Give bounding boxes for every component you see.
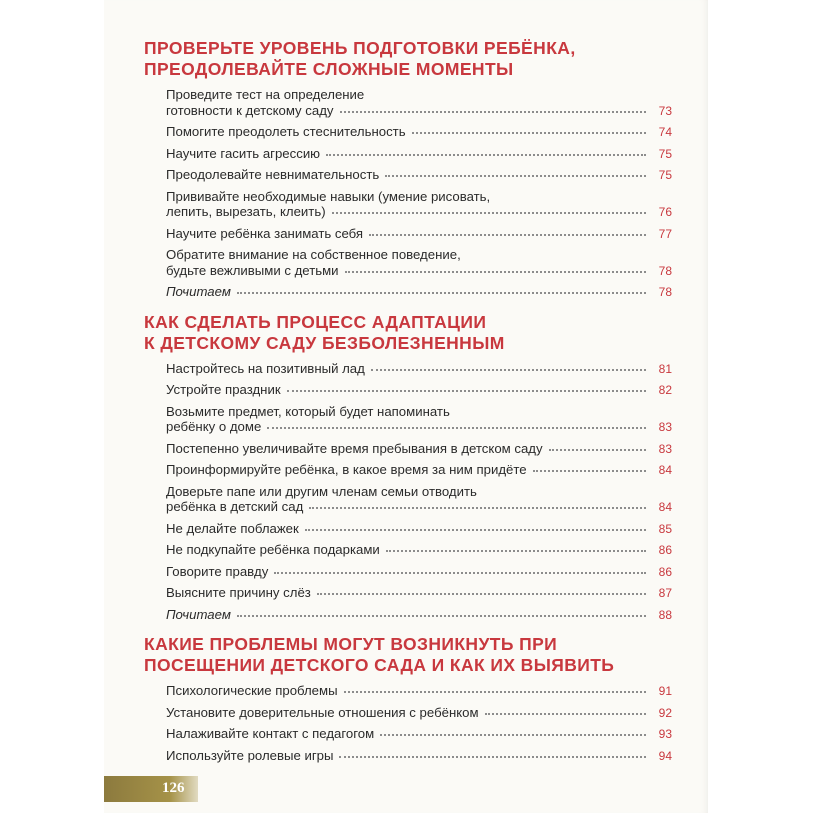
entry-page-number: 81	[658, 361, 672, 376]
dot-leader	[326, 153, 646, 156]
entry-page-number: 94	[658, 748, 672, 763]
toc-entry	[166, 460, 672, 482]
entry-page-number: 85	[658, 521, 672, 536]
entry-last-line	[166, 542, 672, 559]
toc-entry	[166, 703, 672, 725]
dot-leader	[549, 448, 646, 451]
table-of-contents	[144, 38, 672, 775]
entry-text: Используйте ролевые игры	[166, 747, 334, 763]
dot-leader	[369, 233, 646, 236]
entry-text: Постепенно увеличивайте время пребывания в детском саду	[166, 440, 543, 456]
entry-text: Помогите преодолеть стеснительность	[166, 124, 406, 139]
entry-last-line	[166, 226, 672, 243]
entry-last-line	[166, 204, 672, 221]
entry-page-number: 88	[658, 607, 672, 622]
entry-last-line	[166, 419, 672, 436]
toc-entry	[166, 519, 672, 541]
toc-entry	[166, 282, 672, 304]
entry-page-number: 82	[658, 383, 672, 397]
entry-page-number: 74	[658, 125, 672, 139]
entry-text: Почитаем	[166, 606, 231, 622]
toc-entry	[166, 681, 672, 703]
toc-entries	[166, 681, 672, 767]
section-title-line: КАК СДЕЛАТЬ ПРОЦЕСС АДАПТАЦИИ	[144, 311, 487, 332]
entry-last-line	[166, 263, 672, 280]
page-number-tab	[104, 776, 198, 802]
section-title	[144, 634, 672, 676]
dot-leader	[274, 571, 646, 574]
page-number: 126	[162, 780, 185, 796]
section-title-line: ПРЕОДОЛЕВАЙТЕ СЛОЖНЫЕ МОМЕНТЫ	[144, 59, 514, 79]
section-title-line: ПРОВЕРЬТЕ УРОВЕНЬ ПОДГОТОВКИ РЕБЁНКА,	[144, 38, 576, 58]
dot-leader	[267, 426, 646, 429]
entry-last-line	[166, 585, 672, 602]
entry-last-line	[166, 382, 672, 399]
entry-last-line	[166, 361, 672, 378]
entry-last-line	[166, 499, 672, 516]
toc-entry	[166, 224, 672, 246]
toc-section	[144, 312, 672, 627]
toc-entries	[166, 359, 672, 627]
toc-entry	[166, 85, 672, 122]
dot-leader	[345, 270, 646, 273]
entry-last-line	[166, 705, 672, 722]
entry-text: Научите гасить агрессию	[166, 145, 321, 161]
dot-leader	[380, 733, 646, 736]
entry-text: будьте вежливыми с детьми	[166, 262, 339, 278]
entry-page-number: 86	[658, 543, 672, 557]
toc-entry	[166, 165, 672, 187]
entry-last-line	[166, 564, 672, 581]
entry-text: Налаживайте контакт с педагогом	[166, 726, 375, 741]
entry-text: Психологические проблемы	[166, 683, 338, 698]
dot-leader	[412, 131, 646, 134]
entry-page-number: 93	[658, 727, 672, 741]
entry-last-line	[166, 462, 672, 479]
toc-entry	[166, 122, 672, 144]
dot-leader	[385, 174, 646, 177]
dot-leader	[287, 389, 646, 392]
entry-text: Прививайте необходимые навыки (умение рисовать,	[166, 188, 491, 204]
toc-entries	[166, 85, 672, 304]
entry-text: Обратите внимание на собственное поведение,	[166, 247, 461, 262]
entry-page-number: 73	[658, 103, 672, 118]
section-title	[144, 38, 672, 80]
entry-text: Установите доверительные отношения с ребёнком	[166, 704, 479, 720]
toc-entry	[166, 359, 672, 381]
dot-leader	[340, 110, 646, 113]
section-title	[144, 312, 672, 354]
toc-entry	[166, 482, 672, 519]
entry-page-number: 91	[658, 684, 672, 698]
entry-last-line	[166, 607, 672, 624]
toc-entry	[166, 380, 672, 402]
toc-entry	[166, 562, 672, 584]
dot-leader	[305, 528, 646, 531]
section-title-line: КАКИЕ ПРОБЛЕМЫ МОГУТ ВОЗНИКНУТЬ ПРИ	[144, 634, 558, 654]
entry-text: лепить, вырезать, клеить)	[166, 204, 326, 219]
dot-leader	[386, 549, 646, 552]
toc-entry	[166, 540, 672, 562]
dot-leader	[332, 211, 646, 214]
entry-last-line	[166, 441, 672, 458]
entry-page-number: 87	[658, 586, 672, 600]
entry-page-number: 84	[658, 463, 672, 477]
dot-leader	[533, 469, 646, 472]
dot-leader	[344, 690, 646, 693]
entry-text: Выясните причину слёз	[166, 585, 311, 600]
entry-text: Говорите правду	[166, 563, 269, 579]
entry-page-number: 83	[658, 441, 672, 456]
entry-text: Не делайте поблажек	[166, 520, 299, 536]
entry-last-line	[166, 146, 672, 163]
entry-text: Научите ребёнка занимать себя	[166, 225, 364, 241]
toc-entry	[166, 746, 672, 768]
entry-last-line	[166, 521, 672, 538]
entry-last-line	[166, 284, 672, 301]
section-title-line: К ДЕТСКОМУ САДУ БЕЗБОЛЕЗНЕННЫМ	[144, 332, 505, 353]
entry-text: ребёнку о доме	[166, 419, 262, 434]
entry-text: Возьмите предмет, который будет напоминать	[166, 403, 450, 419]
entry-last-line	[166, 726, 672, 743]
dot-leader	[339, 755, 646, 758]
entry-last-line	[166, 683, 672, 700]
entry-page-number: 75	[658, 146, 672, 161]
toc-entry	[166, 187, 672, 224]
entry-page-number: 86	[658, 564, 672, 579]
toc-entry	[166, 583, 672, 605]
toc-entry	[166, 724, 672, 746]
dot-leader	[485, 712, 646, 715]
entry-page-number: 84	[658, 500, 672, 514]
book-page	[104, 0, 708, 813]
toc-entry	[166, 439, 672, 461]
entry-text: Устройте праздник	[166, 382, 281, 397]
dot-leader	[371, 368, 646, 371]
entry-last-line	[166, 103, 672, 120]
entry-text: Настройтесь на позитивный лад	[166, 360, 365, 376]
entry-text: Преодолевайте невнимательность	[166, 167, 380, 182]
entry-text: Проинформируйте ребёнка, в какое время за ним придёте	[166, 462, 527, 477]
toc-section	[144, 634, 672, 767]
entry-last-line	[166, 167, 672, 184]
entry-text: Не подкупайте ребёнка подарками	[166, 542, 380, 557]
entry-page-number: 77	[658, 226, 672, 241]
entry-text: Доверьте папе или другим членам семьи отводить	[166, 483, 477, 499]
section-title-line: ПОСЕЩЕНИИ ДЕТСКОГО САДА И КАК ИХ ВЫЯВИТЬ	[144, 655, 615, 675]
toc-entry	[166, 402, 672, 439]
entry-page-number: 92	[658, 705, 672, 720]
toc-entry	[166, 245, 672, 282]
toc-entry	[166, 605, 672, 627]
toc-entry	[166, 144, 672, 166]
entry-page-number: 76	[658, 205, 672, 219]
entry-text: готовности к детскому саду	[166, 102, 334, 118]
entry-text: ребёнка в детский сад	[166, 499, 304, 514]
entry-page-number: 83	[658, 420, 672, 434]
entry-page-number: 78	[658, 285, 672, 299]
entry-last-line	[166, 124, 672, 141]
entry-text: Проведите тест на определение	[166, 87, 365, 102]
dot-leader	[237, 614, 646, 617]
dot-leader	[317, 592, 646, 595]
entry-text: Почитаем	[166, 284, 231, 299]
entry-page-number: 78	[658, 263, 672, 278]
entry-page-number: 75	[658, 168, 672, 182]
entry-last-line	[166, 748, 672, 765]
toc-section	[144, 38, 672, 304]
dot-leader	[237, 291, 646, 294]
dot-leader	[309, 506, 646, 509]
